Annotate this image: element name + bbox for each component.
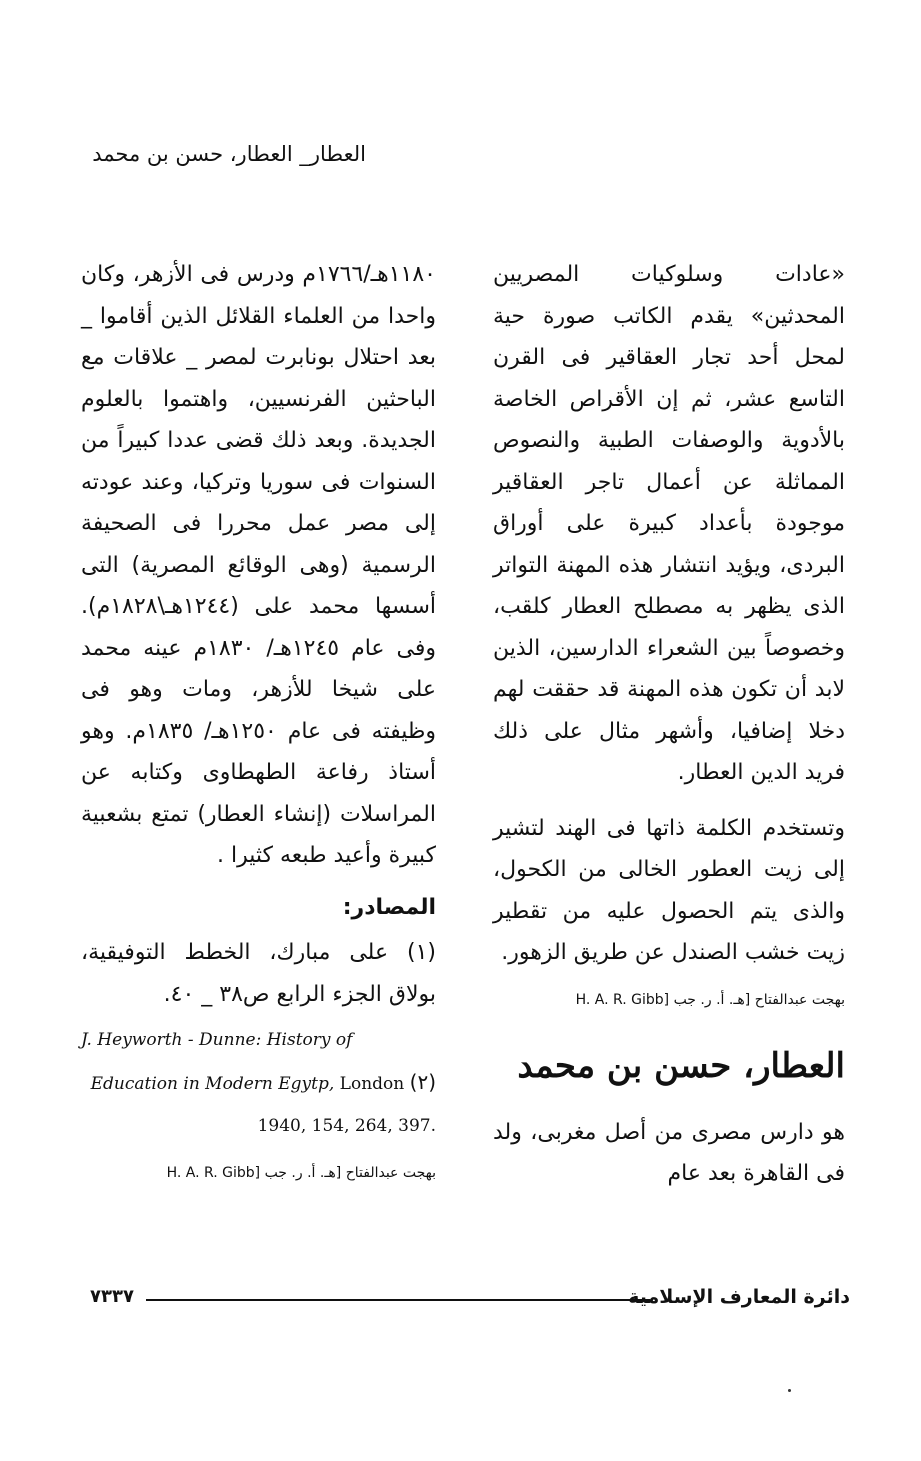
- reference-2-number: (٢): [409, 1070, 436, 1094]
- signature-latin: H. A. R. Gibb]: [166, 1165, 261, 1181]
- signature-latin: H. A. R. Gibb]: [575, 991, 670, 1008]
- body-paragraph-2: وتستخدم الكلمة ذاتها فى الهند لتشير إلى زيت العطور الخالى من الكحول، والذى يتم الحصول عليه من تقطير زيت خشب الصندل عن طريق الزهور.: [493, 815, 845, 965]
- reference-2-details: 1940, 154, 264, 397.: [257, 1116, 436, 1136]
- entry-intro: هو دارس مصرى من أصل مغربى، ولد فى القاهرة بعد عام: [493, 1119, 845, 1186]
- reference-2-place: London: [339, 1074, 405, 1094]
- scan-speck: [788, 1389, 791, 1392]
- journal-name: دائرة المعارف الإسلامية: [628, 1286, 850, 1308]
- author-signature-1: [493, 992, 845, 1008]
- reference-2: [81, 1019, 436, 1147]
- reference-1: (١) على مبارك، الخطط التوفيقية، بولاق الجزء الرابع ص٣٨ _ ٤٠.: [81, 940, 436, 1007]
- page-footer: [90, 1286, 850, 1316]
- left-column: [81, 254, 436, 1181]
- signature-arabic: بهجت عبدالفتاح [هـ. أ. ر. جب: [673, 991, 845, 1008]
- sources-heading: المصادر:: [342, 894, 436, 920]
- footer-divider: [146, 1299, 650, 1301]
- signature-arabic: بهجت عبدالفتاح [هـ. أ. ر. جب: [264, 1165, 436, 1181]
- reference-2-author: J. Heyworth - Dunne:: [81, 1030, 262, 1050]
- author-signature-2: [81, 1165, 436, 1181]
- entry-title: العطار، حسن بن محمد: [517, 1045, 845, 1086]
- running-header: العطار_ العطار، حسن بن محمد: [92, 142, 366, 166]
- right-column: [493, 254, 845, 1195]
- body-paragraph-3: ١١٨٠هـ/١٧٦٦م ودرس فى الأزهر، وكان واحدا من العلماء القلائل الذين أقاموا _ بعد احتلال بونابرت لمصر _ علاقات مع الباحثين الفرنسيين، واهتموا بالعلوم الجديدة. وبعد ذلك قضى عددا كبيراً من السنوات فى سوريا وتركيا، وعند عودته إلى مصر عمل محررا فى الصحيفة الرسمية (وهى الوقائع المصرية) التى أسسها محمد على (١٢٤٤هـ\١٨٢٨م). وفى عام ١٢٤٥هـ/ ١٨٣٠م عينه محمد على شيخا للأزهر، ومات وهو فى وظيفته فى عام ١٢٥٠هـ/ ١٨٣٥م. وهو أستاذ رفاعة الطهطاوى وكتابه عن المراسلات (إنشاء العطار) تمتع بشعبية كبيرة وأعيد طبعه كثيرا .: [81, 262, 437, 868]
- body-paragraph-1: «عادات وسلوكيات المصريين المحدثين» يقدم الكاتب صورة حية لمحل أحد تجار العقاقير فى القرن التاسع عشر، ثم إن الأقراص الخاصة بالأدوية والوصفات الطبية والنصوص المماثلة عن أعمال تاجر العقاقير موجودة بأعداد كبيرة على أوراق البردى، ويؤيد انتشار هذه المهنة التواتر الذى يظهر به مصطلح العطار كلقب، وخصوصاً بين الشعراء الدارسين، الذين لابد أن تكون هذه المهنة قد حققت لهم دخلا إضافيا، وأشهر مثال على ذلك فريد الدين العطار.: [493, 262, 845, 785]
- reference-2-title: History of Education in Modern Egytp,: [90, 1030, 353, 1094]
- page-number: ٧٣٣٧: [90, 1286, 134, 1307]
